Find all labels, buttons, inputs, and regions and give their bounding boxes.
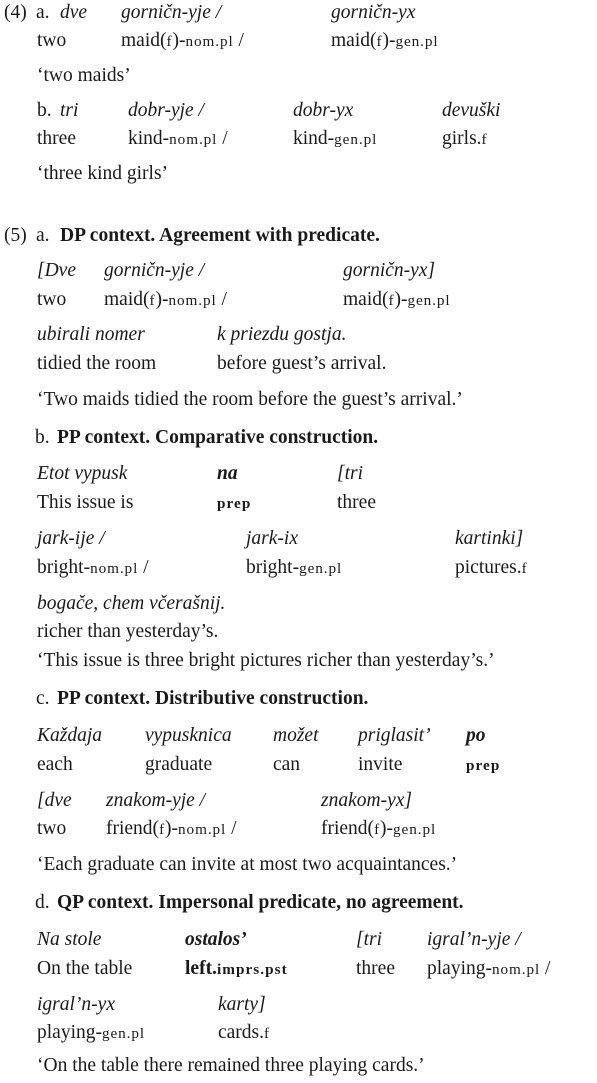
gloss-feature: f [374,821,381,838]
gloss-word-source: dobr-yx [293,100,354,121]
gloss-word-translation [455,558,528,578]
gloss-word-source: vypusknica [145,725,232,746]
gloss-word-source: devuški [442,100,501,121]
gloss-feature: prep [217,495,252,512]
gloss-text: friend( [106,818,160,839]
gloss-feature: f [376,33,383,50]
gloss-feature: imprs.pst [216,961,288,978]
gloss-text: )- [394,289,408,310]
gloss-word-source: ubirali nomer [37,324,145,345]
gloss-text: kind- [128,128,170,149]
section-heading: QP context. Impersonal predicate, no agreement. [57,892,464,913]
gloss-feature: prep [466,757,501,774]
gloss-feature: f [264,1025,271,1042]
gloss-word-translation [121,31,244,51]
gloss-word-translation [356,959,395,979]
free-translation: ‘two maids’ [37,65,131,86]
gloss-word-translation [337,493,376,513]
gloss-word-translation [37,755,73,775]
gloss-word-translation: tidied the room [37,353,157,374]
free-translation: ‘Two maids tidied the room before the guest’s arrival.’ [37,389,463,410]
gloss-text: each [37,754,73,775]
gloss-text: three [337,492,376,513]
gloss-text: two [37,289,67,310]
gloss-text: playing- [427,958,492,979]
gloss-feature: gen.pl [101,1025,146,1042]
gloss-word-source: [Dve [37,260,76,281]
gloss-text: )- [380,818,394,839]
gloss-feature: gen.pl [334,131,378,148]
gloss-word-source: dve [60,2,88,23]
gloss-word-source: priglasit’ [358,725,431,746]
gloss-word-translation [128,129,228,149]
gloss-feature: gen.pl [407,292,451,309]
gloss-feature: f [166,33,173,50]
gloss-text: friend( [321,818,375,839]
gloss-word-translation [185,959,288,979]
gloss-text: )- [155,289,169,310]
gloss-word-source: [dve [37,790,72,811]
gloss-word-translation [37,558,149,578]
gloss-text: two [37,30,67,51]
gloss-word-source: k priezdu gostja. [217,324,347,345]
gloss-word-source: igral’n-yje / [427,929,521,950]
free-translation: ‘This issue is three bright pictures richer than yesterday’s.’ [37,650,495,671]
gloss-word-source: znakom-yje / [106,790,206,811]
gloss-text: two [37,818,67,839]
gloss-word-source: Každaja [37,725,103,746]
gloss-word-source: kartinki] [455,528,524,549]
gloss-text: maid( [343,289,389,310]
section-heading: DP context. Agreement with predicate. [60,225,380,246]
gloss-feature: nom.pl [185,33,234,50]
gloss-feature: nom.pl [491,961,541,978]
gloss-feature: f [388,292,395,309]
gloss-text: / [540,958,551,979]
gloss-word-source: igral’n-yx [37,994,115,1015]
gloss-word-translation [37,1023,145,1043]
gloss-word-translation [321,819,436,839]
gloss-word-source: Na stole [37,929,102,950]
gloss-word-source: gorničn-yje / [104,260,205,281]
gloss-text: )- [172,30,186,51]
gloss-feature: nom.pl [90,560,139,577]
gloss-text: three [356,958,395,979]
gloss-feature: gen.pl [395,33,439,50]
gloss-word-translation [37,290,66,310]
gloss-text: maid( [331,30,377,51]
gloss-word-translation [217,493,251,513]
gloss-feature: nom.pl [178,821,227,838]
gloss-line-translation: richer than yesterday’s. [37,621,219,642]
gloss-word-translation [145,755,212,775]
gloss-word-translation [427,959,550,979]
gloss-word-source: karty] [218,994,266,1015]
gloss-word-source: znakom-yx] [321,790,412,811]
gloss-word-source: jark-ije / [37,528,105,549]
free-translation: ‘On the table there remained three playing cards.’ [37,1055,425,1076]
gloss-text: playing- [37,1022,102,1043]
gloss-text: graduate [145,754,213,775]
example-number-4: (4) [4,2,27,23]
gloss-word-source: gorničn-yx] [343,260,436,281]
gloss-feature: f [149,292,156,309]
sub-label-5c: c. [36,688,50,709]
gloss-text: / [226,818,237,839]
gloss-text: On the table [37,958,133,979]
gloss-feature: gen.pl [299,560,343,577]
gloss-word-translation [37,819,66,839]
free-translation: ‘Each graduate can invite at most two acquaintances.’ [37,854,458,875]
gloss-text: cards. [218,1022,265,1043]
gloss-word-translation [293,129,377,149]
gloss-text: / [217,128,228,149]
gloss-word-source: [tri [356,929,383,950]
gloss-feature: f [521,560,528,577]
gloss-text: / [138,557,149,578]
gloss-word-translation [331,31,439,51]
gloss-word-translation [37,31,66,51]
gloss-word-source: Etot vypusk [37,463,128,484]
gloss-word-translation [358,755,402,775]
gloss-word-translation [343,290,451,310]
gloss-word-translation [218,1023,270,1043]
sub-label-4b: b. [37,100,52,121]
gloss-word-source: na [217,463,238,484]
gloss-text: pictures. [455,557,522,578]
gloss-text: kind- [293,128,335,149]
gloss-text: / [216,289,227,310]
gloss-word-translation [37,493,133,513]
gloss-word-source: možet [273,725,319,746]
gloss-line-source: bogače, chem včerašnij. [37,593,226,614]
gloss-text: )- [165,818,179,839]
gloss-text: maid( [121,30,167,51]
gloss-text: This issue is [37,492,134,513]
sub-label-5d: d. [35,892,50,913]
gloss-word-translation [106,819,236,839]
gloss-text: bright- [37,557,91,578]
gloss-word-translation [37,959,132,979]
gloss-feature: f [481,131,488,148]
gloss-feature: nom.pl [169,131,218,148]
example-number-5: (5) [4,225,27,246]
gloss-text: )- [382,30,396,51]
gloss-word-translation [442,129,488,149]
gloss-text: girls. [442,128,482,149]
gloss-word-translation [466,755,500,775]
gloss-word-source: ostalos’ [185,929,247,950]
gloss-word-source: gorničn-yje / [121,2,222,23]
gloss-text: can [273,754,301,775]
free-translation: ‘three kind girls’ [37,163,169,184]
gloss-word-translation: before guest’s arrival. [217,353,387,374]
gloss-text: / [233,30,244,51]
gloss-feature: gen.pl [393,821,437,838]
gloss-text: left. [185,958,217,979]
gloss-text: invite [358,754,403,775]
gloss-word-source: jark-ix [246,528,298,549]
gloss-word-source: tri [60,100,79,121]
gloss-word-translation [104,290,227,310]
section-heading: PP context. Comparative construction. [57,427,379,448]
gloss-word-source: gorničn-yx [331,2,416,23]
gloss-word-source: po [466,725,486,746]
gloss-word-source: [tri [337,463,364,484]
sub-label-5a: a. [36,225,50,246]
gloss-feature: nom.pl [168,292,217,309]
gloss-word-translation [246,558,342,578]
gloss-feature: f [159,821,166,838]
gloss-text: maid( [104,289,150,310]
gloss-word-source: dobr-yje / [128,100,204,121]
gloss-word-translation [273,755,300,775]
sub-label-4a: a. [36,2,50,23]
gloss-text: bright- [246,557,300,578]
gloss-text: three [37,128,76,149]
section-heading: PP context. Distributive construction. [57,688,369,709]
sub-label-5b: b. [35,427,50,448]
gloss-word-translation [37,129,76,149]
